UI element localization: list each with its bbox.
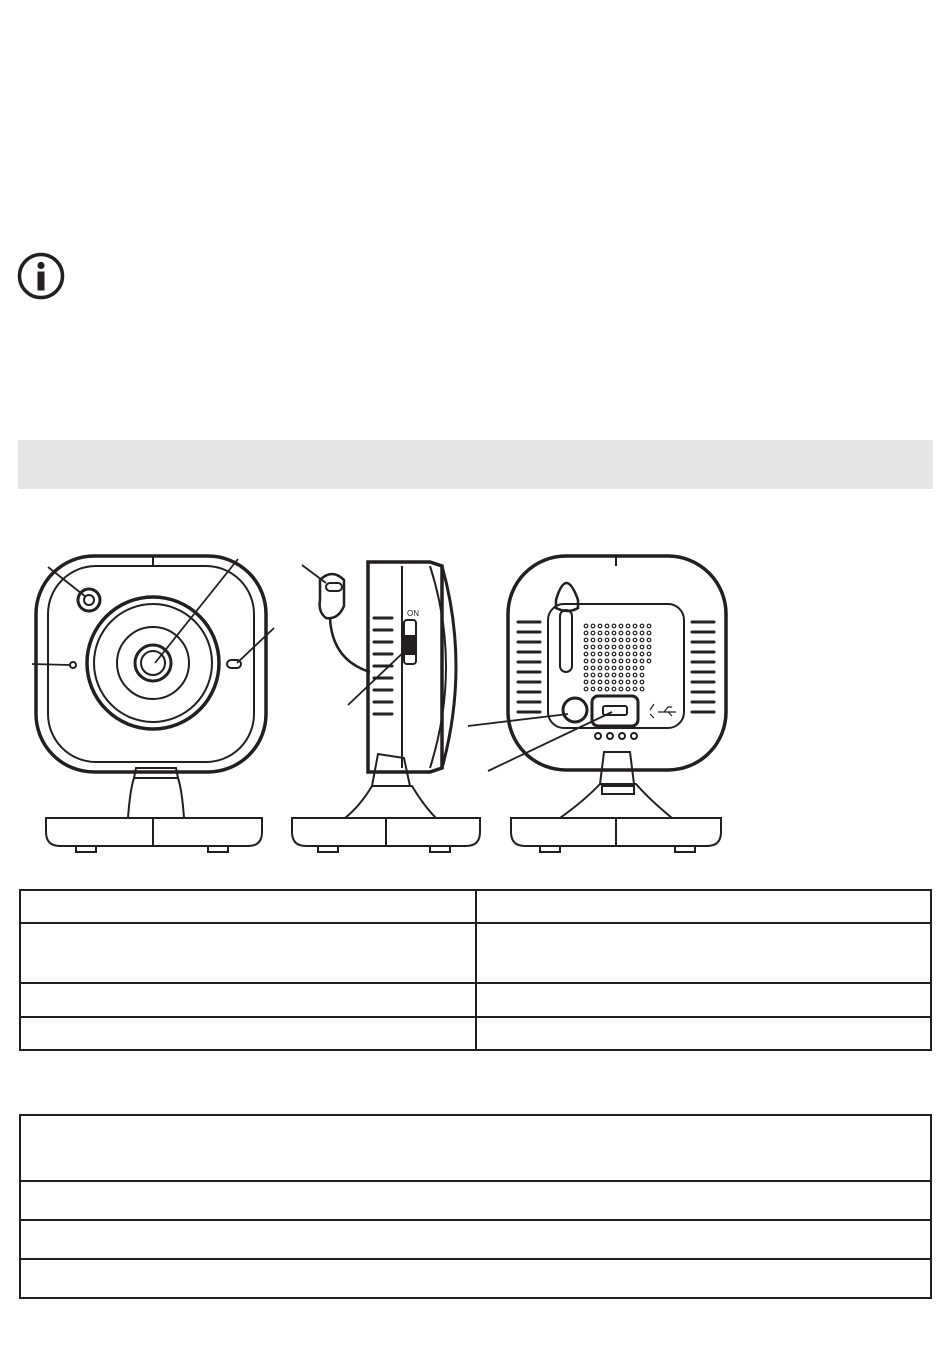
grille-hole [612, 659, 616, 663]
grille-hole [605, 638, 609, 642]
grille-hole [598, 645, 602, 649]
grille-hole [598, 638, 602, 642]
component-table-1 [19, 889, 932, 1051]
grille-hole [619, 631, 623, 635]
grille-hole [633, 631, 637, 635]
table-cell [20, 1181, 447, 1220]
table-cell [20, 983, 476, 1017]
grille-hole [584, 659, 588, 663]
grille-hole [626, 638, 630, 642]
table-cell [20, 1220, 447, 1259]
grille-hole [647, 631, 651, 635]
table-cell [447, 1115, 931, 1181]
camera-side-view [292, 562, 480, 852]
grille-hole [612, 631, 616, 635]
grille-hole [626, 645, 630, 649]
grille-hole [633, 680, 637, 684]
grille-hole [633, 673, 637, 677]
table-cell [447, 1181, 931, 1220]
grille-hole [612, 645, 616, 649]
grille-hole [640, 680, 644, 684]
grille-hole [640, 638, 644, 642]
grille-hole [584, 673, 588, 677]
table-cell [20, 890, 476, 923]
table-cell [20, 1017, 476, 1050]
grille-hole [605, 659, 609, 663]
grille-hole [605, 673, 609, 677]
grille-hole [612, 666, 616, 670]
grille-hole [619, 687, 623, 691]
grille-hole [584, 652, 588, 656]
table-cell [476, 923, 932, 983]
table-row [20, 983, 931, 1017]
grille-hole [591, 638, 595, 642]
table-row [20, 1259, 931, 1298]
grille-hole [591, 652, 595, 656]
table-cell [447, 1259, 931, 1298]
grille-hole [605, 624, 609, 628]
table-cell [476, 890, 932, 923]
grille-hole [647, 652, 651, 656]
grille-hole [612, 638, 616, 642]
grille-hole [619, 645, 623, 649]
grille-hole [598, 659, 602, 663]
grille-hole [633, 624, 637, 628]
table-cell [476, 1017, 932, 1050]
grille-hole [647, 638, 651, 642]
grille-hole [640, 659, 644, 663]
grille-hole [598, 666, 602, 670]
camera-front-view [32, 556, 274, 852]
grille-hole [633, 652, 637, 656]
table-row [20, 923, 931, 983]
grille-hole [640, 631, 644, 635]
grille-hole [619, 673, 623, 677]
grille-hole [584, 631, 588, 635]
table-row [20, 1017, 931, 1050]
camera-unit-illustration [0, 540, 950, 860]
grille-hole [598, 673, 602, 677]
grille-hole [633, 687, 637, 691]
grille-hole [591, 687, 595, 691]
table-cell [447, 1220, 931, 1259]
grille-hole [584, 645, 588, 649]
grille-hole [619, 652, 623, 656]
grille-hole [584, 624, 588, 628]
grille-hole [640, 673, 644, 677]
grille-hole [626, 673, 630, 677]
section-heading-bar [18, 440, 933, 489]
grille-hole [598, 652, 602, 656]
grille-hole [626, 687, 630, 691]
grille-hole [640, 687, 644, 691]
grille-hole [591, 645, 595, 649]
grille-hole [584, 680, 588, 684]
grille-hole [640, 652, 644, 656]
grille-hole [612, 687, 616, 691]
grille-hole [598, 680, 602, 684]
component-table-2 [19, 1114, 932, 1299]
info-icon [17, 252, 65, 300]
grille-hole [591, 680, 595, 684]
grille-hole [591, 666, 595, 670]
grille-hole [647, 659, 651, 663]
power-switch-label: ON [407, 609, 419, 618]
table-cell [20, 1115, 447, 1181]
grille-hole [598, 687, 602, 691]
grille-hole [619, 666, 623, 670]
grille-hole [633, 645, 637, 649]
camera-back-view [468, 556, 726, 852]
table-cell [476, 983, 932, 1017]
grille-hole [612, 652, 616, 656]
grille-hole [633, 638, 637, 642]
grille-hole [584, 666, 588, 670]
grille-hole [605, 666, 609, 670]
grille-hole [626, 631, 630, 635]
grille-hole [605, 687, 609, 691]
table-row [20, 1115, 931, 1181]
grille-hole [626, 659, 630, 663]
grille-hole [626, 680, 630, 684]
grille-hole [640, 624, 644, 628]
grille-hole [591, 631, 595, 635]
grille-hole [633, 666, 637, 670]
grille-hole [598, 624, 602, 628]
grille-hole [647, 624, 651, 628]
grille-hole [619, 624, 623, 628]
grille-hole [633, 659, 637, 663]
table-row [20, 1181, 931, 1220]
grille-hole [591, 659, 595, 663]
table-row [20, 1220, 931, 1259]
grille-hole [591, 673, 595, 677]
grille-hole [647, 645, 651, 649]
grille-hole [605, 680, 609, 684]
grille-hole [619, 638, 623, 642]
grille-hole [619, 680, 623, 684]
grille-hole [640, 666, 644, 670]
table-row [20, 890, 931, 923]
grille-hole [612, 624, 616, 628]
grille-hole [591, 624, 595, 628]
grille-hole [605, 645, 609, 649]
grille-hole [626, 624, 630, 628]
grille-hole [612, 680, 616, 684]
grille-hole [626, 666, 630, 670]
grille-hole [598, 631, 602, 635]
grille-hole [626, 652, 630, 656]
table-cell [20, 1259, 447, 1298]
grille-hole [619, 659, 623, 663]
grille-hole [640, 645, 644, 649]
speaker-grille [584, 624, 651, 691]
table-cell [20, 923, 476, 983]
grille-hole [584, 687, 588, 691]
grille-hole [612, 673, 616, 677]
grille-hole [605, 652, 609, 656]
grille-hole [584, 638, 588, 642]
grille-hole [605, 631, 609, 635]
